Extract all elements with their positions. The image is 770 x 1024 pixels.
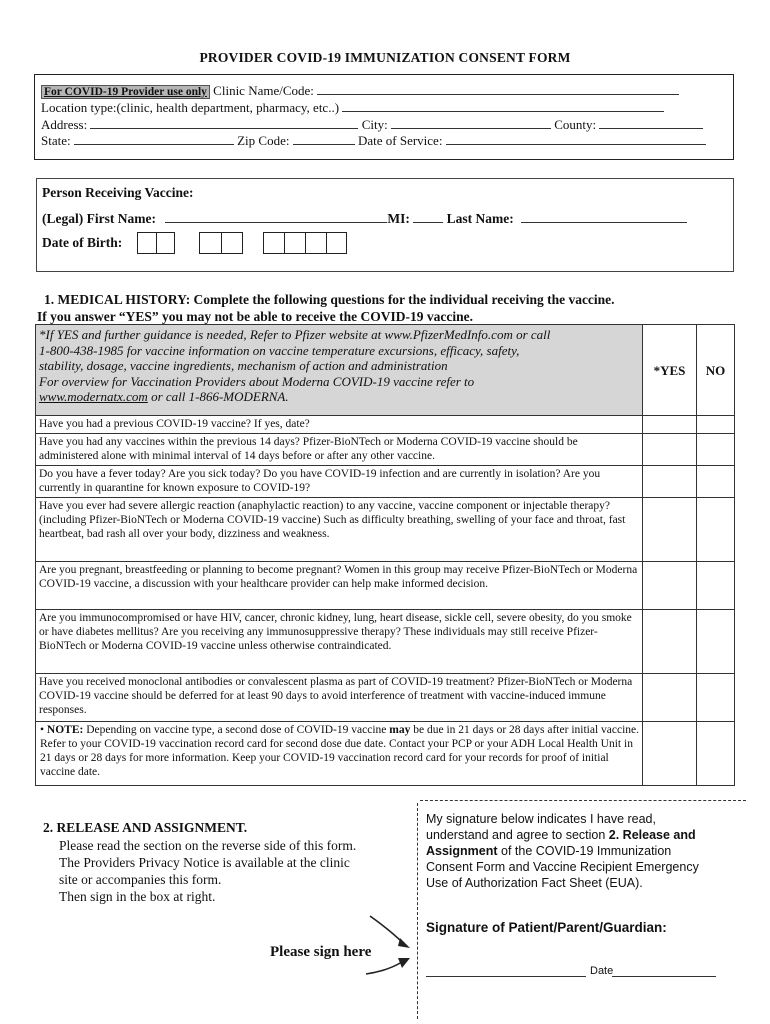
no-checkbox-cell[interactable] (697, 498, 735, 562)
mi-label: MI: (387, 211, 410, 226)
signature-text-bold: Assignment (426, 844, 498, 858)
clinic-name-field[interactable] (317, 83, 679, 95)
note-blank-cell (697, 722, 735, 786)
guidance-line: or call 1-866-MODERNA. (147, 389, 289, 404)
yes-column-header: *YES (643, 325, 697, 416)
note-label: NOTE: (46, 724, 84, 736)
question-text: Are you immunocompromised or have HIV, cancer, chronic kidney, lung, heart disease, sickle cell, severe obesity, do you smoke or have diabetes mellitus? Are you receiving any immunosuppressive therapy? These individuals may still receive Pfizer-BioNTech or Moderna COVID-19 vaccine unless otherwise contraindicated. (36, 610, 643, 674)
question-row (36, 610, 735, 674)
address-field[interactable] (90, 117, 358, 129)
note-text: be due in 21 days or 28 days after initial vaccine. Refer to your COVID-19 vaccination record card for second dose due date. Contact your PCP or your ADH Local Health Unit in 21 days or 28 days for more information. Keep your COVID-19 vaccination record card for your records for proof of initial vaccine date. (40, 724, 640, 778)
signature-box-top-border (420, 800, 746, 801)
city-label: City: (361, 117, 388, 132)
question-row (36, 562, 735, 610)
guidance-box (36, 325, 643, 416)
question-row (36, 674, 735, 722)
signature-field[interactable] (426, 976, 586, 977)
date-label: Date (590, 965, 614, 977)
signature-text-bold: 2. Release and (608, 828, 696, 842)
no-checkbox-cell[interactable] (697, 416, 735, 434)
state-label: State: (41, 133, 71, 148)
no-checkbox-cell[interactable] (697, 434, 735, 466)
arrows-icon (364, 912, 414, 982)
zip-code-label: Zip Code: (237, 133, 290, 148)
person-receiving-vaccine-box (36, 178, 734, 272)
yes-checkbox-cell[interactable] (643, 466, 697, 498)
no-checkbox-cell[interactable] (697, 466, 735, 498)
no-checkbox-cell[interactable] (697, 610, 735, 674)
yes-checkbox-cell[interactable] (643, 674, 697, 722)
yes-checkbox-cell[interactable] (643, 434, 697, 466)
yes-checkbox-cell[interactable] (643, 562, 697, 610)
question-text: Have you had a previous COVID-19 vaccine? If yes, date? (36, 416, 643, 434)
clinic-name-label: Clinic Name/Code: (213, 83, 314, 98)
note-may: may (389, 724, 411, 736)
note-text: Depending on vaccine type, a second dose of COVID-19 vaccine (83, 724, 390, 736)
provider-use-only-tag: For COVID-19 Provider use only (41, 85, 210, 99)
yes-checkbox-cell[interactable] (643, 610, 697, 674)
guidance-line: For overview for Vaccination Providers about Moderna COVID-19 vaccine refer to (39, 373, 475, 389)
question-text: Do you have a fever today? Are you sick today? Do you have COVID-19 infection and are currently in isolation? Are you currently in quarantine for known exposure to COVID-19? (36, 466, 643, 498)
question-text: Have you had any vaccines within the previous 14 days? Pfizer-BioNTech or Moderna COVID-19 vaccine should be administered alone with minimal interval of 14 days before or after any other vaccine. (36, 434, 643, 466)
release-line: site or accompanies this form. (59, 872, 222, 887)
signature-text: of the COVID-19 Immunization (497, 844, 672, 858)
first-name-label: (Legal) First Name: (42, 211, 156, 226)
location-type-field[interactable] (342, 100, 664, 112)
date-of-service-label: Date of Service: (357, 133, 443, 148)
form-title: PROVIDER COVID-19 IMMUNIZATION CONSENT FORM (199, 50, 571, 65)
question-text: Have you ever had severe allergic reaction (anaphylactic reaction) to any vaccine, vaccine component or injectable therapy? (including Pfizer-BioNTech or Moderna COVID-19 vaccine) Such as difficulty breathing, swelling of your face and throat, fast heartbeat, bad rash all over your body, dizziness and weakness. (36, 498, 643, 562)
county-field[interactable] (599, 117, 703, 129)
last-name-label: Last Name: (446, 211, 514, 226)
state-field[interactable] (74, 133, 234, 145)
note-row (36, 722, 735, 786)
signature-statement-line: My signature below indicates I have read, (426, 812, 656, 826)
no-checkbox-cell[interactable] (697, 562, 735, 610)
release-line: Please read the section on the reverse side of this form. (59, 838, 357, 853)
last-name-field[interactable] (521, 211, 687, 223)
date-of-service-field[interactable] (446, 133, 706, 145)
signature-statement-line (426, 828, 696, 842)
signature-statement-line (426, 844, 671, 858)
dob-year-box[interactable] (263, 232, 347, 254)
yes-checkbox-cell[interactable] (643, 498, 697, 562)
zip-code-field[interactable] (293, 133, 355, 145)
county-label: County: (554, 117, 597, 132)
first-name-field[interactable] (165, 211, 387, 223)
question-row (36, 498, 735, 562)
dob-day-box[interactable] (199, 232, 243, 254)
city-field[interactable] (391, 117, 551, 129)
guidance-line: 1-800-438-1985 for vaccine information on vaccine temperature excursions, efficacy, safety, (39, 342, 520, 358)
note-blank-cell (643, 722, 697, 786)
signature-statement-line: Use of Authorization Fact Sheet (EUA). (426, 876, 643, 890)
signature-title: Signature of Patient/Parent/Guardian: (426, 920, 667, 935)
release-line: The Providers Privacy Notice is available at the clinic (59, 855, 350, 870)
release-heading: 2. RELEASE AND ASSIGNMENT. (43, 820, 248, 835)
question-row (36, 416, 735, 434)
question-row (36, 434, 735, 466)
release-line: Then sign in the box at right. (59, 889, 216, 904)
signature-statement-line: Consent Form and Vaccine Recipient Emergency (426, 860, 699, 874)
moderna-link[interactable]: www.modernatx.com (39, 389, 148, 404)
mi-field[interactable] (413, 211, 443, 223)
address-label: Address: (41, 117, 88, 132)
yes-checkbox-cell[interactable] (643, 416, 697, 434)
person-heading: Person Receiving Vaccine: (42, 185, 194, 200)
provider-info-box (34, 74, 734, 160)
dob-month-box[interactable] (137, 232, 175, 254)
guidance-line: *If YES and further guidance is needed, Refer to Pfizer website at www.PfizerMedInfo.com or call (39, 327, 551, 342)
date-field[interactable] (612, 976, 716, 977)
please-sign-here: Please sign here (270, 944, 372, 960)
guidance-line: stability, dosage, vaccine ingredients, mechanism of action and administration (39, 358, 448, 373)
question-text: Have you received monoclonal antibodies or convalescent plasma as part of COVID-19 treatment? Pfizer-BioNTech or Moderna COVID-19 vaccine should be deferred for at least 90 days to avoid interference of treatment with vaccine-induced immune responses. (36, 674, 643, 722)
dob-label: Date of Birth: (42, 235, 123, 250)
signature-box-left-border (417, 803, 418, 1019)
second-dose-note (36, 722, 643, 786)
no-column-header: NO (697, 325, 735, 416)
question-row (36, 466, 735, 498)
location-type-label: Location type:(clinic, health department, pharmacy, etc..) (41, 100, 340, 115)
signature-text: understand and agree to section (426, 828, 609, 842)
medical-history-heading: 1. MEDICAL HISTORY: Complete the following questions for the individual receiving the vaccine. (44, 292, 615, 307)
no-checkbox-cell[interactable] (697, 674, 735, 722)
note-bullet: • (40, 724, 45, 736)
question-text: Are you pregnant, breastfeeding or planning to become pregnant? Women in this group may receive Pfizer-BioNTech or Moderna COVID-19 vaccine, a discussion with your healthcare provider can help make informed decision. (36, 562, 643, 610)
medical-history-table (35, 324, 735, 786)
medical-history-warning: If you answer “YES” you may not be able to receive the COVID-19 vaccine. (37, 309, 473, 324)
